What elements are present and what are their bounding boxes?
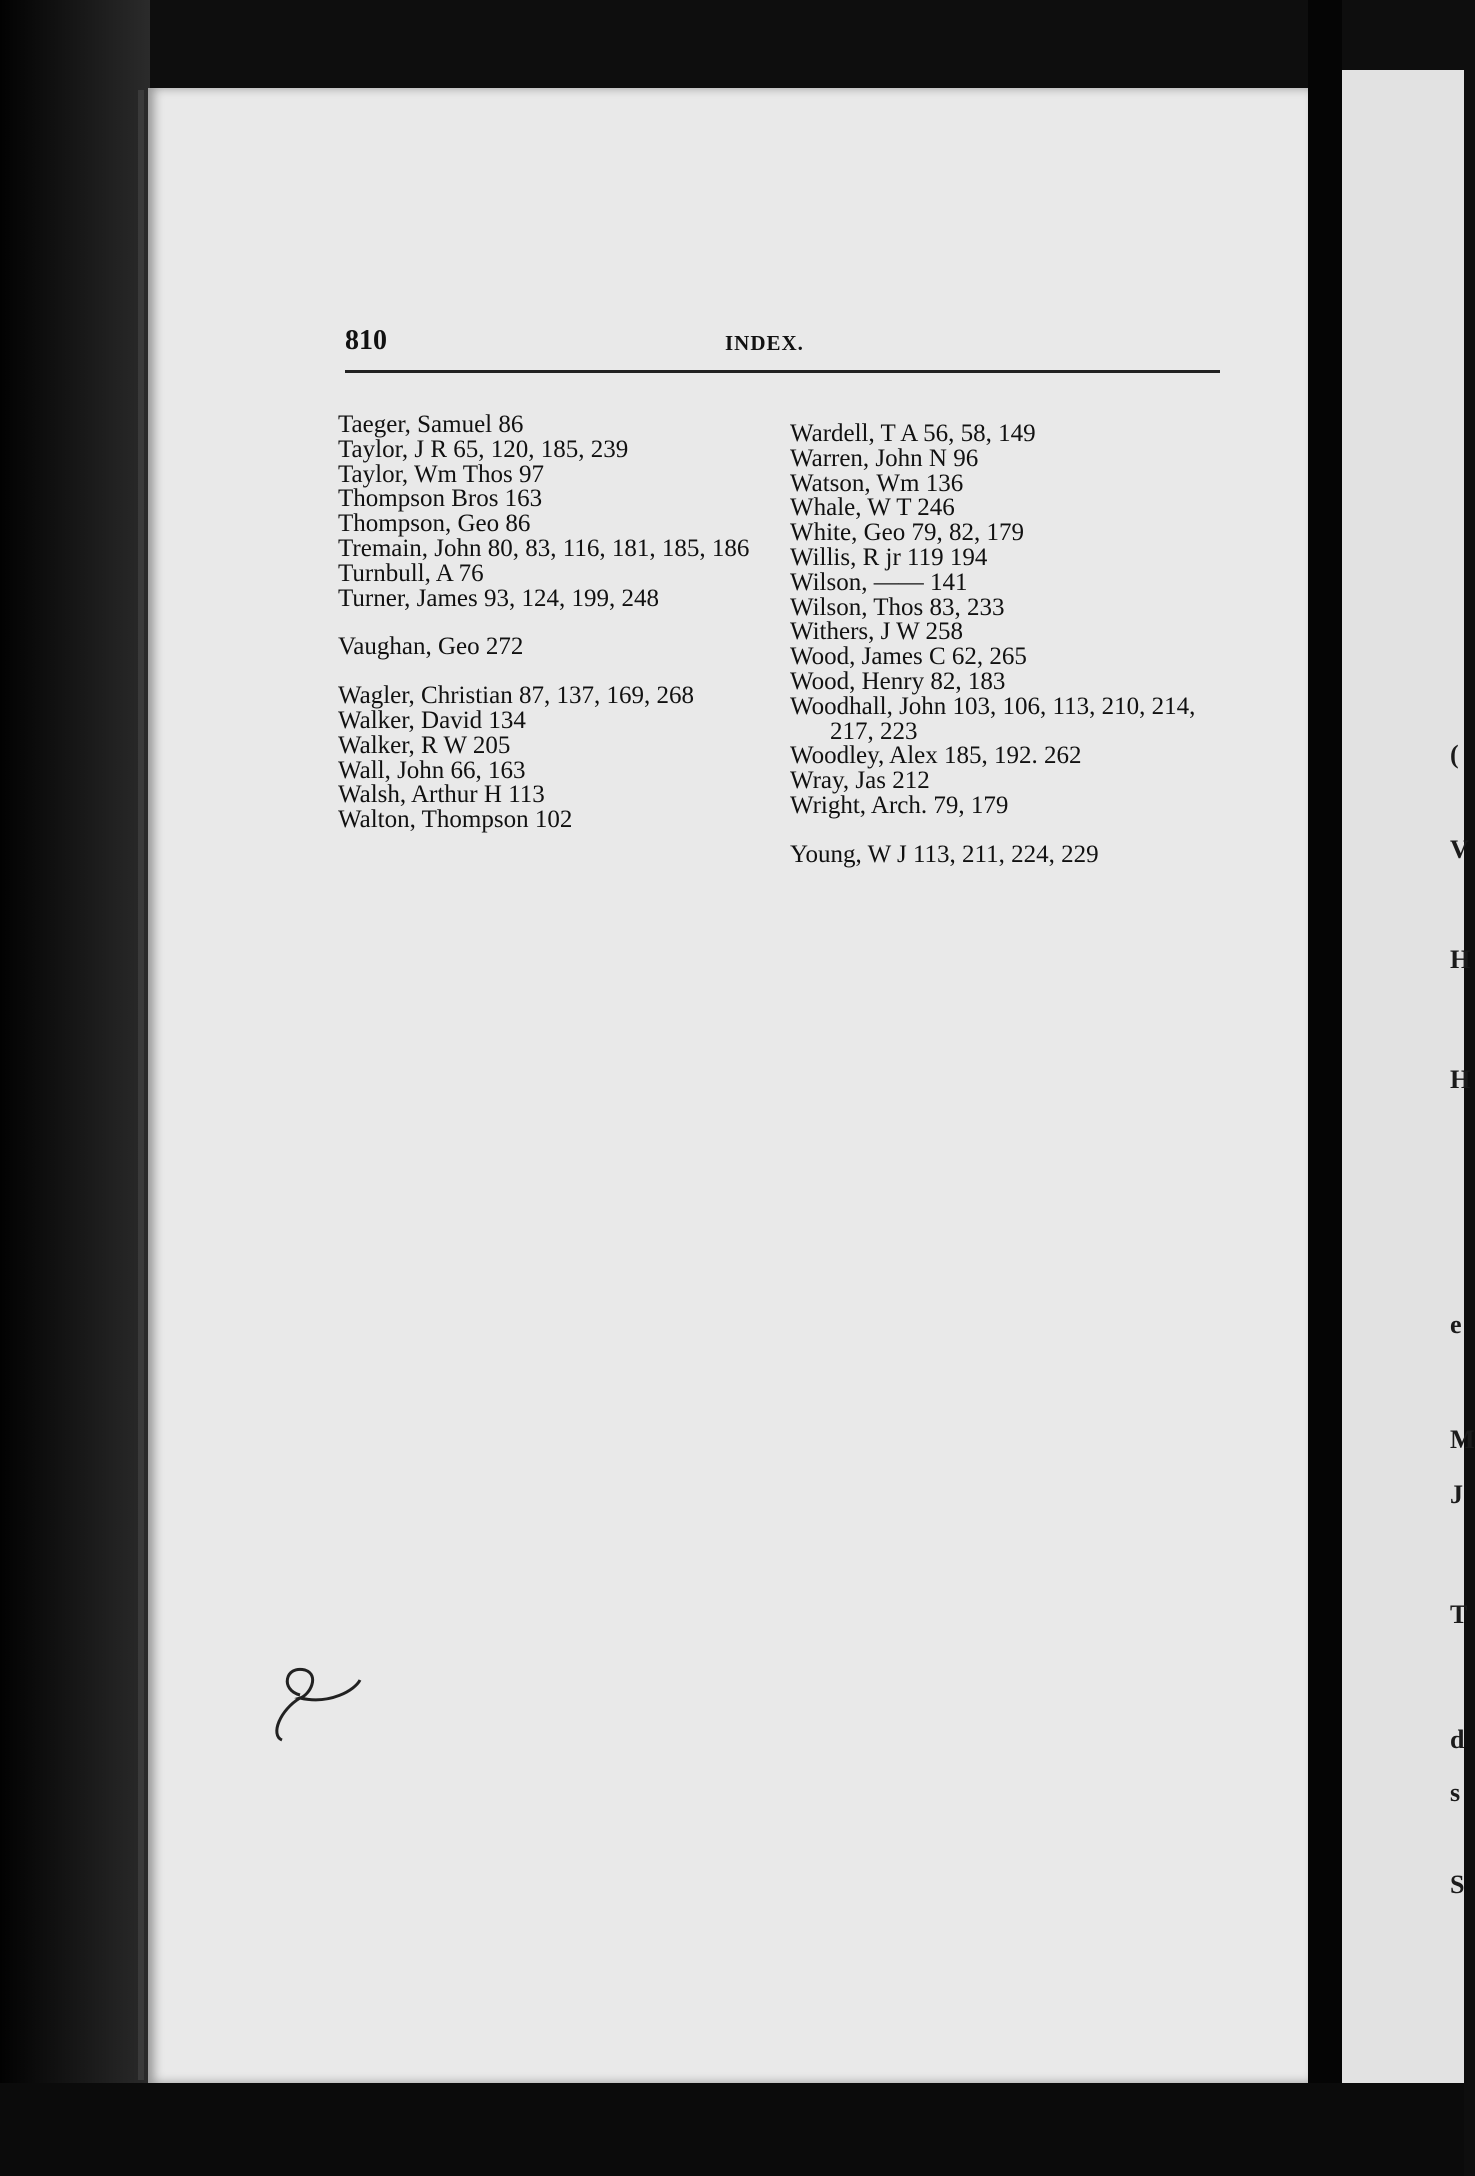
index-entry: Thompson, Geo 86 — [338, 510, 531, 538]
index-entry: Young, W J 113, 211, 224, 229 — [790, 840, 1099, 868]
index-entry: Walsh, Arthur H 113 — [338, 781, 545, 809]
index-entry: Thompson Bros 163 — [338, 485, 543, 513]
index-entry: Vaughan, Geo 272 — [338, 633, 524, 661]
adjacent-page-letter: J — [1450, 1480, 1463, 1509]
index-entry: Woodley, Alex 185, 192. 262 — [790, 742, 1082, 770]
page-edge — [138, 90, 144, 2080]
scan-bottom-border — [0, 2083, 1464, 2176]
adjacent-page-letter: d — [1450, 1725, 1465, 1754]
adjacent-page-letter: S — [1450, 1870, 1465, 1899]
index-entry: Wood, James C 62, 265 — [790, 643, 1027, 671]
adjacent-page-letter: s — [1450, 1778, 1461, 1807]
index-entry: Wilson, —— 141 — [790, 568, 968, 596]
page-number: 810 — [345, 325, 387, 356]
index-entry: Walker, R W 205 — [338, 731, 511, 759]
adjacent-page-letter: H — [1450, 1065, 1471, 1094]
index-entry: Taylor, Wm Thos 97 — [338, 460, 545, 488]
index-entry: Turner, James 93, 124, 199, 248 — [338, 584, 659, 612]
adjacent-page-letter: ( — [1450, 740, 1459, 769]
handwritten-mark-icon — [270, 1650, 380, 1750]
index-column-right — [790, 422, 1240, 868]
adjacent-page-letter: T — [1450, 1600, 1468, 1629]
section-gap — [790, 819, 1240, 843]
index-entry: Wright, Arch. 79, 179 — [790, 791, 1009, 819]
book-gutter — [1308, 0, 1342, 2176]
section-gap — [338, 611, 778, 635]
index-page — [148, 88, 1308, 2083]
index-entry: Wood, Henry 82, 183 — [790, 667, 1006, 695]
adjacent-page-letter: M — [1450, 1425, 1475, 1454]
index-entry: Wray, Jas 212 — [790, 767, 930, 795]
index-entry: Whale, W T 246 — [790, 494, 955, 522]
index-entry: Warren, John N 96 — [790, 444, 979, 472]
header-rule — [345, 370, 1220, 373]
index-entry: Walton, Thompson 102 — [338, 806, 573, 834]
index-entry: White, Geo 79, 82, 179 — [790, 519, 1024, 547]
index-entry: Walker, David 134 — [338, 706, 526, 734]
index-entry: Taylor, J R 65, 120, 185, 239 — [338, 435, 629, 463]
adjacent-page — [1342, 70, 1464, 2110]
index-entry: Turnbull, A 76 — [338, 559, 484, 587]
adjacent-page-letter: H — [1450, 945, 1471, 974]
index-entry: Wardell, T A 56, 58, 149 — [790, 420, 1036, 447]
index-entry: Watson, Wm 136 — [790, 469, 964, 497]
index-entry: Wagler, Christian 87, 137, 169, 268 — [338, 682, 694, 710]
page-title: INDEX. — [725, 331, 804, 355]
index-entry: Woodhall, John 103, 106, 113, 210, 214, 217, 223 — [790, 692, 1196, 745]
index-entry: Willis, R jr 119 194 — [790, 543, 988, 571]
index-entry: Withers, J W 258 — [790, 618, 964, 646]
index-entry: Taeger, Samuel 86 — [338, 411, 524, 438]
index-entry: Wall, John 66, 163 — [338, 756, 526, 784]
adjacent-page-letter: V — [1450, 835, 1469, 864]
index-column-left — [338, 413, 778, 833]
index-entry: Tremain, John 80, 83, 116, 181, 185, 186 — [338, 534, 750, 562]
index-entry: Wilson, Thos 83, 233 — [790, 593, 1005, 621]
adjacent-page-letter: e — [1450, 1310, 1462, 1339]
section-gap — [338, 660, 778, 684]
page-header — [345, 325, 1215, 365]
binding-shadow — [0, 0, 150, 2176]
